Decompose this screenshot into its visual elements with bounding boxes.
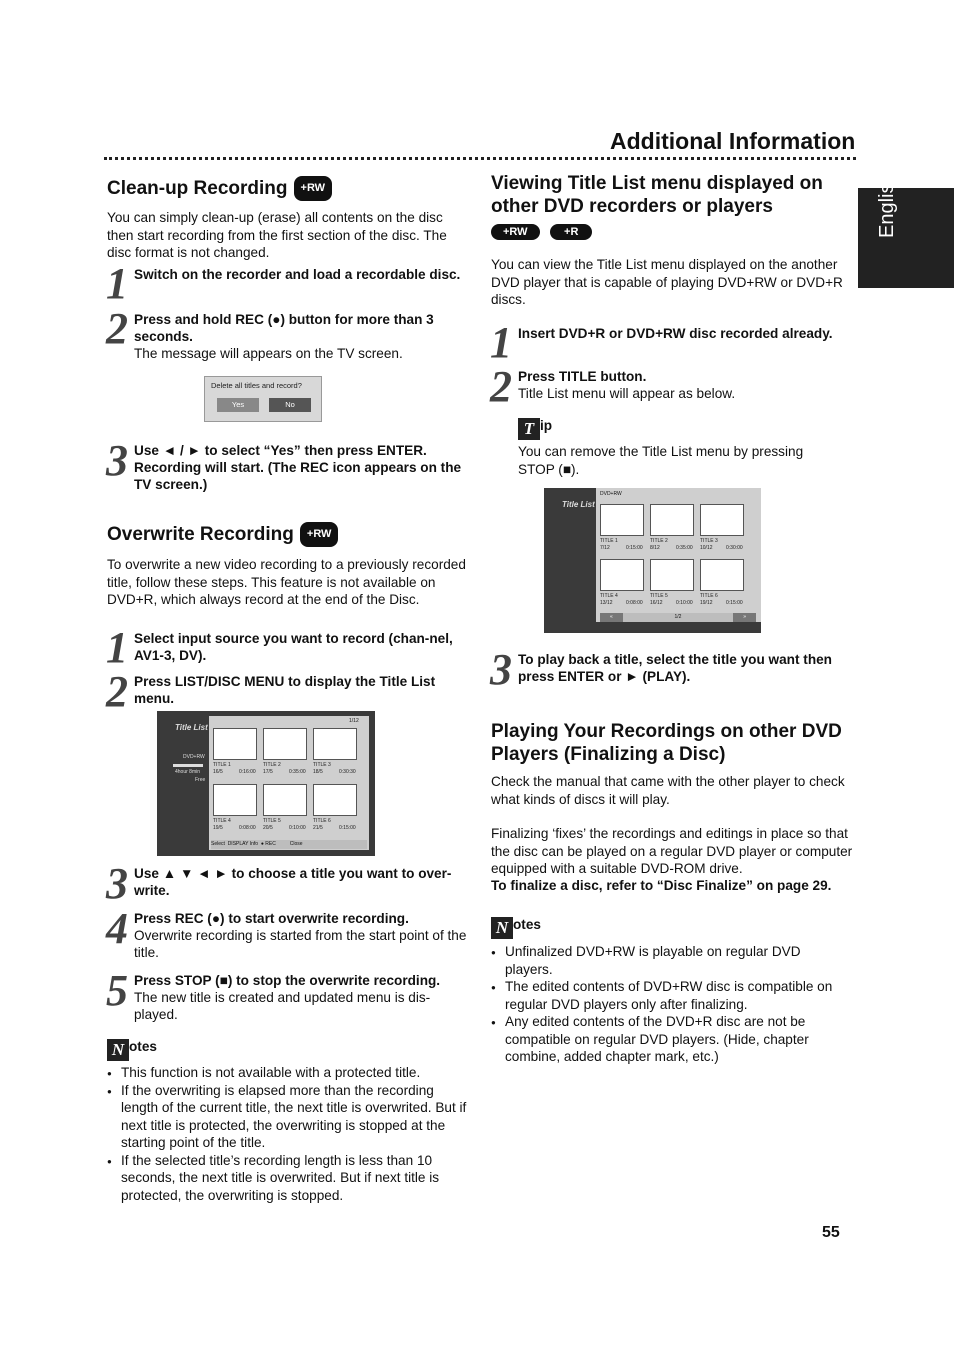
- title-thumbnail[interactable]: [700, 559, 744, 591]
- tip-icon: T: [518, 418, 540, 440]
- notes-heading: N otes: [491, 917, 541, 939]
- overwrite-step-2: Press LIST/DISC MENU to display the Title List menu.: [134, 674, 436, 706]
- tip-heading: T ip: [518, 418, 552, 440]
- tip-text: You can remove the Title List menu by pressing STOP (■).: [518, 444, 804, 477]
- list-item: ● Unfinalized DVD+RW is playable on regular DVD players.: [491, 943, 841, 978]
- step-number-1: 1: [106, 623, 128, 672]
- disc-type: DVD+RW: [183, 754, 205, 760]
- title-length: 0:35:00: [289, 769, 306, 775]
- title-date: 16/12: [650, 600, 663, 606]
- title-length: 0:35:00: [676, 545, 693, 551]
- title-label: TITLE 2: [650, 538, 668, 544]
- list-item: ● If the overwriting is elapsed more than the recording length of the current title, the next title is overwrited. But if next title is protected, the overwriting is stopped at the starting point of the title.: [107, 1082, 469, 1152]
- step-number-1: 1: [490, 318, 512, 367]
- overwrite-notes: [107, 1064, 469, 1204]
- title-label: TITLE 6: [700, 593, 718, 599]
- screen-label: Title List: [175, 723, 208, 732]
- remaining-time: 4hour 8min: [175, 769, 201, 775]
- title-date: 17/5: [263, 769, 273, 775]
- step-number-3: 3: [490, 645, 512, 694]
- overwrite-step-5: Press STOP (■) to stop the overwrite recording. The new title is created and updated menu is dis-played.: [134, 973, 441, 1022]
- viewing-step-2: Press TITLE button. Title List menu will appear as below.: [518, 369, 736, 401]
- title-thumbnail[interactable]: [213, 784, 257, 816]
- overwrite-title: Overwrite Recording +RW: [107, 522, 338, 547]
- pager: « 1/2 »: [600, 613, 756, 622]
- finalize-title: Playing Your Recordings on other DVD Players (Finalizing a Disc): [491, 721, 842, 765]
- step-number-4: 4: [106, 904, 128, 953]
- overwrite-step-4: Press REC (●) to start overwrite recording. Overwrite recording is started from the start point of the title.: [134, 911, 467, 960]
- finalize-p3: To finalize a disc, refer to “Disc Finalize” on page 29.: [491, 878, 832, 893]
- overwrite-step-3: Use ▲ ▼ ◄ ► to choose a title you want to over-write.: [134, 866, 452, 898]
- title-label: TITLE 2: [263, 762, 281, 768]
- viewing-step-3: To play back a title, select the title you want then press ENTER or ► (PLAY).: [518, 652, 832, 684]
- title-label: TITLE 3: [313, 762, 331, 768]
- title-date: 19/5: [213, 825, 223, 831]
- next-page-icon[interactable]: »: [733, 613, 756, 622]
- title-date: 19/12: [700, 600, 713, 606]
- title-length: 0:15:00: [339, 825, 356, 831]
- free-label: Free: [195, 777, 206, 783]
- title-label: TITLE 1: [213, 762, 231, 768]
- cleanup-title: Clean-up Recording +RW: [107, 176, 332, 201]
- finalize-p2: Finalizing ‘fixes’ the recordings and editings in place so that the disc can be played on a regular DVD player or computer equipped with a suitable DVD-ROM drive.: [491, 826, 853, 876]
- title-length: 0:15:00: [626, 545, 643, 551]
- list-item: ● Any edited contents of the DVD+R disc are not be compatible on regular DVD players. (Hide, chapter combine, added chapter mark, etc.): [491, 1013, 841, 1066]
- title-label: TITLE 4: [600, 593, 618, 599]
- cleanup-step-1: Switch on the recorder and load a recordable disc.: [134, 267, 461, 282]
- title-date: 13/12: [600, 600, 613, 606]
- title-label: TITLE 5: [263, 818, 281, 824]
- cleanup-intro: You can simply clean-up (erase) all contents on the disc then start recording from the first section of the disc. The disc format is not changed.: [107, 210, 447, 260]
- disc-type: DVD+RW: [600, 491, 622, 497]
- title-grid: [209, 716, 369, 850]
- title-label: TITLE 3: [700, 538, 718, 544]
- cleanup-step-2: Press and hold REC (●) button for more than 3 seconds. The message will appears on the TV screen.: [134, 312, 434, 361]
- title-date: 8/12: [650, 545, 660, 551]
- title-date: 18/5: [313, 769, 323, 775]
- title-grid-2: [596, 488, 761, 622]
- title-length: 0:30:00: [726, 545, 743, 551]
- title-thumbnail[interactable]: [650, 559, 694, 591]
- notes-icon: N: [491, 917, 513, 939]
- title-date: 10/12: [700, 545, 713, 551]
- step-number-5: 5: [106, 966, 128, 1015]
- title-label: TITLE 1: [600, 538, 618, 544]
- title-date: 20/5: [263, 825, 273, 831]
- notes-heading: N otes: [107, 1039, 157, 1061]
- title-thumbnail[interactable]: [313, 784, 357, 816]
- viewing-intro: You can view the Title List menu displayed on the another DVD player that is capable of playing DVD+RW or DVD+R discs.: [491, 257, 843, 307]
- title-length: 0:16:00: [239, 769, 256, 775]
- yes-button[interactable]: Yes: [217, 398, 259, 412]
- prev-page-icon[interactable]: «: [600, 613, 623, 622]
- cleanup-step-3: Use ◄ / ► to select “Yes” then press ENTER. Recording will start. (The REC icon appears on the TV screen.): [134, 443, 462, 492]
- list-item: ● The edited contents of DVD+RW disc is compatible on regular DVD players only after finalizing.: [491, 978, 841, 1013]
- title-date: 7/12: [600, 545, 610, 551]
- step-number-2: 2: [490, 362, 512, 411]
- rw-badge: +RW: [491, 224, 540, 240]
- title-thumbnail[interactable]: [650, 504, 694, 536]
- r-badge: +R: [550, 224, 592, 240]
- delete-dialog: [204, 376, 322, 422]
- title-thumbnail[interactable]: [600, 504, 644, 536]
- title-length: 0:08:00: [626, 600, 643, 606]
- notes-icon: N: [107, 1039, 129, 1061]
- overwrite-intro: To overwrite a new video recording to a previously recorded title, follow these steps. This feature is not available on DVD+R, which always record at the end of the Disc.: [107, 557, 466, 607]
- list-item: ● If the selected title’s recording length is less than 10 seconds, the next title is overwrited. But if next title is protected, the overwriting is stopped.: [107, 1152, 469, 1205]
- badge-row: [491, 224, 592, 243]
- title-thumbnail[interactable]: [213, 728, 257, 760]
- screen-label: Title List: [562, 500, 595, 509]
- title-length: 0:08:00: [239, 825, 256, 831]
- title-thumbnail[interactable]: [263, 728, 307, 760]
- title-length: 0:15:00: [726, 600, 743, 606]
- title-label: TITLE 6: [313, 818, 331, 824]
- step-number-1: 1: [106, 259, 128, 308]
- title-length: 0:10:00: [289, 825, 306, 831]
- title-list-screen-2: [544, 488, 761, 633]
- capacity-bar: [173, 764, 203, 767]
- title-date: 16/5: [213, 769, 223, 775]
- title-length: 0:10:00: [676, 600, 693, 606]
- dialog-question: Delete all titles and record?: [211, 381, 302, 390]
- page-number: 55: [822, 1224, 840, 1241]
- list-item: ● This function is not available with a protected title.: [107, 1064, 469, 1082]
- step-number-3: 3: [106, 859, 128, 908]
- screen-footer: Select DISPLAY Info ● REC Close: [211, 840, 367, 849]
- title-list-screen: [157, 711, 375, 856]
- step-number-3: 3: [106, 436, 128, 485]
- viewing-title: Viewing Title List menu displayed on other DVD recorders or players: [491, 173, 823, 217]
- no-button[interactable]: No: [269, 398, 311, 412]
- title-thumbnail[interactable]: [600, 559, 644, 591]
- rw-badge: +RW: [300, 522, 339, 547]
- step-number-2: 2: [106, 304, 128, 353]
- page-title: Additional Information: [610, 128, 856, 154]
- overwrite-step-1: Select input source you want to record (chan-nel, AV1-3, DV).: [134, 631, 453, 663]
- viewing-step-1: Insert DVD+R or DVD+RW disc recorded already.: [518, 326, 833, 341]
- rw-badge: +RW: [294, 176, 333, 201]
- divider: [104, 157, 856, 160]
- title-thumbnail[interactable]: [263, 784, 307, 816]
- language-tab: English: [858, 188, 954, 288]
- title-date: 21/5: [313, 825, 323, 831]
- page-indicator: 1/12: [349, 718, 359, 724]
- title-thumbnail[interactable]: [313, 728, 357, 760]
- title-thumbnail[interactable]: [700, 504, 744, 536]
- step-number-2: 2: [106, 667, 128, 716]
- title-length: 0:30:30: [339, 769, 356, 775]
- finalize-p1: Check the manual that came with the other player to check what kinds of discs it will play.: [491, 774, 845, 807]
- finalize-notes: [491, 943, 841, 1066]
- title-label: TITLE 5: [650, 593, 668, 599]
- title-label: TITLE 4: [213, 818, 231, 824]
